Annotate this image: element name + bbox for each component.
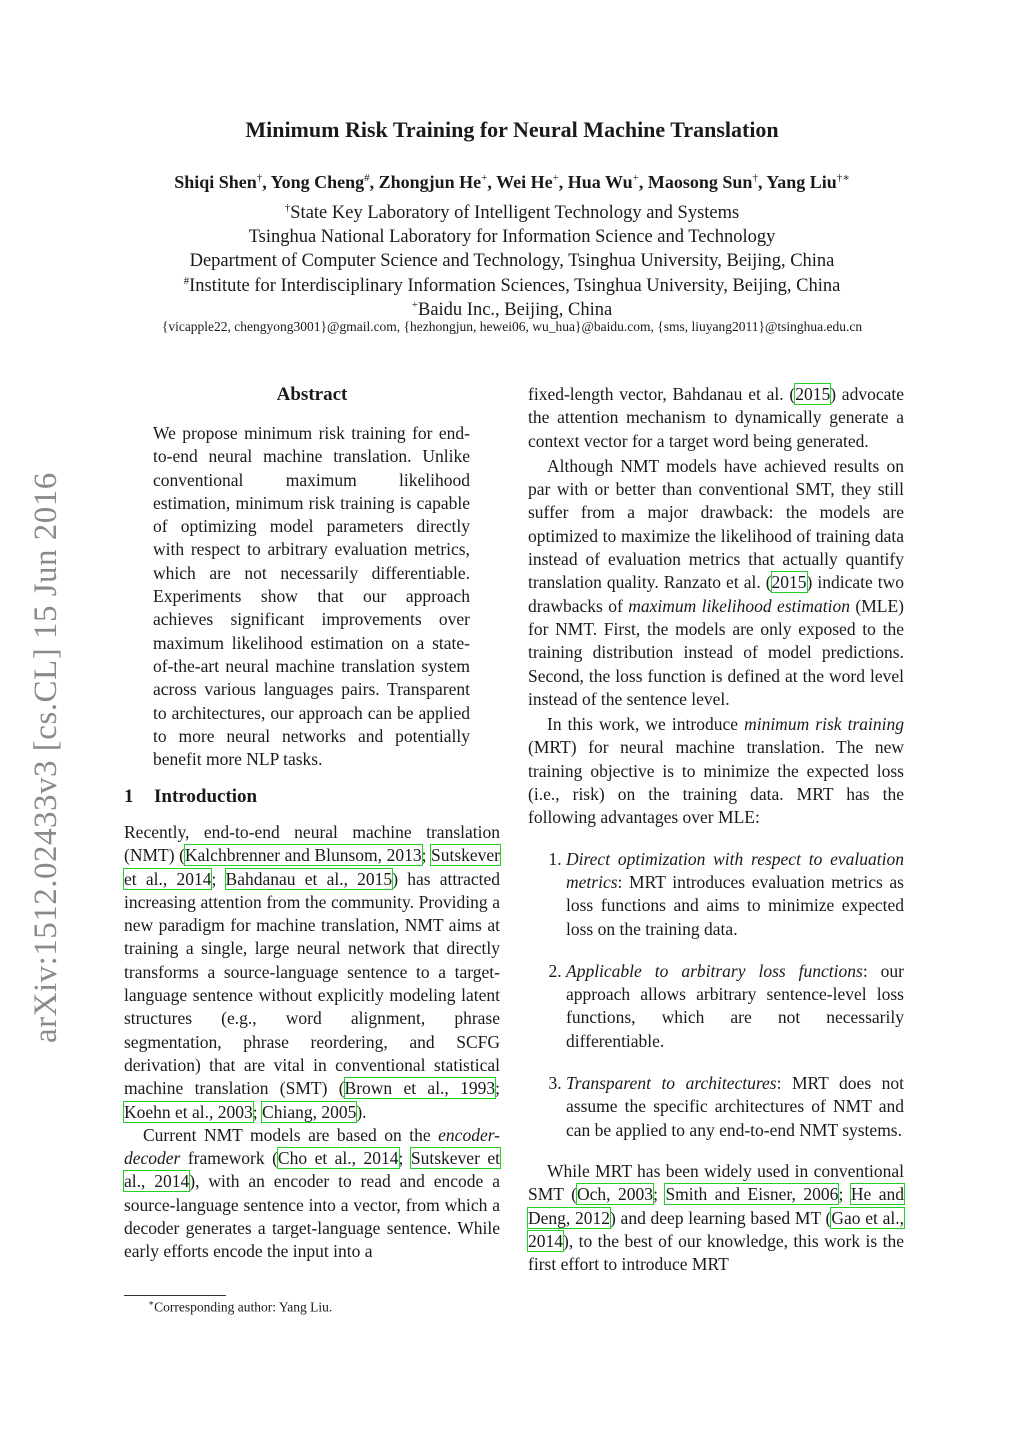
affiliation: Tsinghua National Laboratory for Information Science and Technology [248,227,776,248]
author: Maosong Sun†, [647,172,767,192]
citation-link[interactable]: Kalchbrenner and Blunsom, 2013 [184,845,422,866]
paragraph: In this work, we introduce minimum risk training (MRT) for neural machine translation. The new training objective is to minimize the expected loss (i.e., risk) on the training data. MRT has the following advantages over MLE: [528,714,904,828]
advantages-list [528,848,904,1142]
citation-link[interactable]: Och, 2003 [577,1184,654,1205]
citation-link[interactable]: Chiang, 2005 [262,1101,357,1122]
arxiv-identifier: arXiv:1512.02433v3 [cs.CL] 15 Jun 2016 [28,472,64,1044]
author-emails: {vicapple22, chengyong3001}@gmail.com, {hezhongjun, hewei06, wu_hua}@baidu.com, {sms, liuyang2011}@tsinghua.edu.cn [161,319,863,334]
list-item: 1. Direct optimization with respect to evaluation metrics: MRT introduces evaluation metrics as loss functions and aims to minimize expected loss on the training data. [566,848,904,941]
citation-link[interactable]: Sutskever et al., 2014 [124,845,500,889]
paragraph: Recently, end-to-end neural machine translation (NMT) (Kalchbrenner and Blunsom, 2013; Sutskever et al., 2014; Bahdanau et al., 2015) has attracted increasing attention from the community. Providing a new paradigm for machine translation, NMT aims at training a single, large neural network that directly transforms a source-language sentence to a target-language sentence without explicitly modeling latent structures (e.g., word alignment, phrase segmentation, phrase reordering, and SCFG derivation) that are vital in conventional statistical machine translation (SMT) (Brown et al., 1993; Koehn et al., 2003; Chiang, 2005). [124,822,501,1122]
abstract-heading: Abstract [276,384,348,405]
paragraph: While MRT has been widely used in conventional SMT (Och, 2003; Smith and Eisner, 2006; He and Deng, 2012) and deep learning based MT (Gao et al., 2014), to the best of our knowledge, this work is the first effort to introduce MRT [528,1160,904,1275]
citation-link[interactable]: Brown et al., 1993 [344,1078,496,1099]
affiliation-list [0,196,1024,320]
paragraph: Current NMT models are based on the encoder-decoder framework (Cho et al., 2014; Sutskever et al., 2014), with an encoder to read and encode a source-language sentence into a vector, from which a decoder generates a target-language sentence. While early efforts encode the input into a [124,1124,500,1262]
citation-link[interactable]: 2015 [771,572,807,593]
affiliation: +Baidu Inc., Beijing, China [411,298,613,320]
citation-link[interactable]: Smith and Eisner, 2006 [665,1184,839,1205]
author-list [0,171,1024,193]
paper-title: Minimum Risk Training for Neural Machine Translation [245,117,779,142]
list-item: 3. Transparent to architectures: MRT does not assume the specific architectures of NMT and can be applied to any end-to-end NMT systems. [566,1072,904,1142]
citation-link[interactable]: Gao et al., 2014 [528,1207,904,1251]
author: Yong Cheng#, [270,172,379,192]
paragraph: Although NMT models have achieved results on par with or better than conventional SMT, they still suffer from a major drawback: the models are optimized to maximize the likelihood of training data instead of evaluation metrics that actually quantify translation quality. Ranzato et al. (2015) indicate two drawbacks of maximum likelihood estimation (MLE) for NMT. First, the models are only exposed to the training distribution instead of model predictions. Second, the loss function is defined at the word level instead of the sentence level. [528,455,905,709]
affiliation: Department of Computer Science and Technology, Tsinghua University, Beijing, China [189,251,835,272]
author: Zhongjun He+, [378,172,497,192]
right-column-body [528,383,904,1276]
list-item: 2. Applicable to arbitrary loss functions: our approach allows arbitrary sentence-level loss functions, which are not necessarily differentiable. [566,960,904,1053]
section-title: Introduction [154,786,258,807]
section-heading-introduction [124,786,257,808]
footnote: ∗Corresponding author: Yang Liu. [148,1298,333,1315]
left-column-body [124,821,500,1264]
abstract-text: We propose minimum risk training for end-to-end neural machine translation. Unlike conventional maximum likelihood estimation, minimum risk training is capable of optimizing model parameters directly with respect to arbitrary evaluation metrics, which are not necessarily differentiable. Experiments show that our approach achieves significant improvements over maximum likelihood estimation on a state-of-the-art neural machine translation system across various languages pairs. Transparent to architectures, our approach can be applied to more neural networks and potentially benefit more NLP tasks. [153,423,470,770]
footnote-divider [124,1295,226,1296]
paragraph: fixed-length vector, Bahdanau et al. (2015) advocate the attention mechanism to dynamically generate a context vector for a target word being generated. [528,384,904,451]
citation-link[interactable]: 2015 [795,384,831,404]
section-number: 1 [124,786,134,807]
affiliation: †State Key Laboratory of Intelligent Technology and Systems [284,202,740,224]
author: Shiqi Shen†, [174,172,271,192]
citation-link[interactable]: Koehn et al., 2003 [124,1101,253,1122]
citation-link[interactable]: Cho et al., 2014 [277,1148,399,1169]
citation-link[interactable]: Sutskever et al., 2014 [124,1148,500,1192]
citation-link[interactable]: He and Deng, 2012 [528,1184,904,1228]
author: Hua Wu+, [567,172,648,192]
author: Wei He+, [496,172,568,192]
author: Yang Liu†∗ [766,172,850,192]
affiliation: #Institute for Interdisciplinary Information Sciences, Tsinghua University, Beijing, China [183,274,841,296]
citation-link[interactable]: Bahdanau et al., 2015 [225,868,393,889]
